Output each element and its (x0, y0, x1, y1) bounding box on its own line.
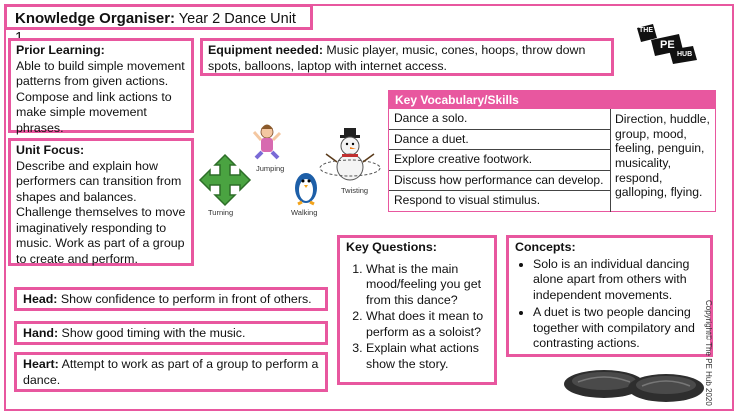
twisting-label: Twisting (341, 186, 369, 195)
concepts-box (506, 235, 713, 357)
unit-focus-box (8, 138, 194, 266)
unit-focus-text: Describe and explain how performers can transition from shapes and balances. Challenge themselves to move imaginatively responding to music. Work as part of a group to create and perform. (16, 158, 186, 266)
prior-learning-box (8, 38, 194, 133)
equipment-heading: Equipment needed: (208, 43, 323, 57)
twisting-icon (320, 128, 380, 180)
key-questions-box (337, 235, 497, 385)
unit-focus-heading: Unit Focus: (16, 143, 85, 157)
list-item: 3. Explain what actions show the story. (366, 341, 488, 372)
equipment-box (200, 38, 614, 76)
hand-label: Hand: (23, 326, 59, 340)
logo-hub: HUB (677, 51, 693, 58)
turning-icon (200, 155, 250, 205)
heart-text: Attempt to work as part of a group to perform a dance. (23, 357, 319, 387)
page-title (4, 4, 313, 30)
key-questions-heading: Key Questions: (346, 240, 437, 254)
prior-learning-text: Able to build simple movement patterns from given actions. Compose and link actions to make simple movement phrases. (16, 58, 185, 135)
prior-learning-heading: Prior Learning: (16, 43, 105, 57)
heart-box (14, 352, 328, 392)
title-bold: Knowledge Organiser: (15, 10, 176, 27)
title-rest: Year 2 Dance Unit (178, 11, 296, 27)
vocabulary-skill: Explore creative footwork. (389, 150, 611, 171)
head-label: Head: (23, 292, 58, 306)
jumping-icon (254, 125, 280, 159)
vocabulary-heading: Key Vocabulary/Skills (389, 91, 715, 109)
pe-hub-logo (631, 22, 701, 70)
vocabulary-skill: Dance a duet. (389, 130, 611, 151)
movement-illustrations (198, 118, 388, 228)
vocabulary-skill: Discuss how performance can develop. (389, 171, 611, 192)
vocabulary-table (388, 90, 716, 212)
copyright-text: Copyright© The PE Hub 2020 (704, 300, 713, 406)
hand-text: Show good timing with the music. (58, 326, 246, 340)
vocabulary-skills-column (389, 109, 611, 212)
jumping-label: Jumping (256, 164, 285, 173)
logo-pe: PE (660, 39, 675, 51)
list-item: • A duet is two people dancing together with compilatory and contrasting actions. (533, 305, 704, 352)
heart-label: Heart: (23, 357, 59, 371)
concepts-heading: Concepts: (515, 240, 576, 254)
vocabulary-words: Direction, huddle, group, mood, feeling, penguin, musicality, respond, galloping, flying. (615, 112, 710, 200)
head-box (14, 287, 328, 311)
walking-label: Walking (291, 208, 318, 217)
logo-the: THE (639, 27, 653, 34)
vocabulary-skill: Respond to visual stimulus. (389, 191, 611, 212)
list-item: • Solo is an individual dancing alone apart from others with independent movements. (533, 257, 704, 304)
concepts-list (515, 257, 704, 352)
list-item: 1. What is the main mood/feeling you get from this dance? (366, 262, 488, 309)
key-questions-list (346, 262, 488, 373)
hand-box (14, 321, 328, 345)
throw-down-spots-illustration (560, 362, 706, 406)
equipment-text: Music player, music, cones, hoops, throw down spots, balloons, laptop with internet access. (208, 43, 586, 73)
turning-label: Turning (208, 208, 234, 217)
list-item: 2. What does it mean to perform as a soloist? (366, 309, 488, 340)
head-text: Show confidence to perform in front of others. (57, 292, 312, 306)
spots-icon (560, 362, 706, 406)
vocabulary-skill: Dance a solo. (389, 109, 611, 130)
walking-icon (295, 173, 317, 204)
